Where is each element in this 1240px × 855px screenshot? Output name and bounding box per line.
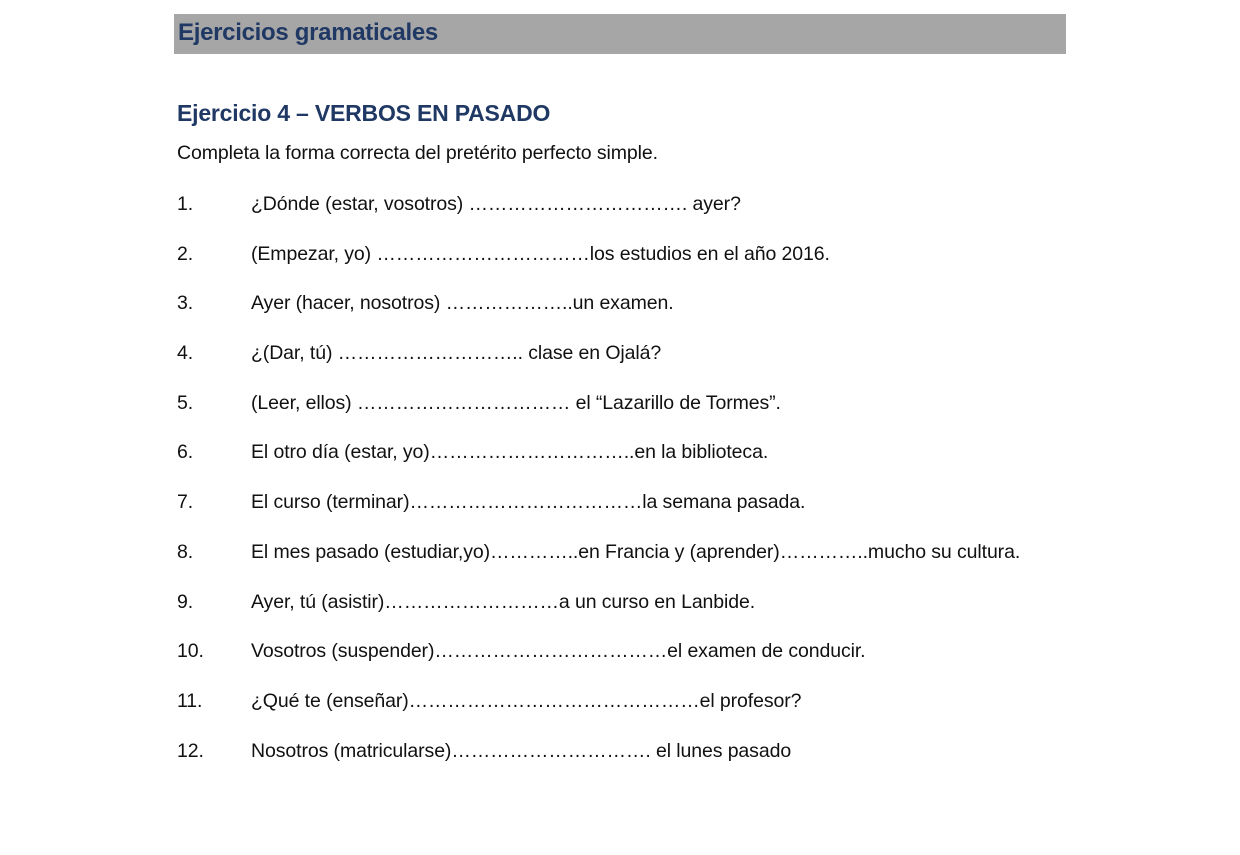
item-text: ¿(Dar, tú) ……………………….. clase en Ojalá?: [251, 342, 662, 365]
item-text: El curso (terminar)………………………………la semana pasada.: [251, 491, 806, 514]
exercise-list: [177, 188, 1057, 784]
item-text: Vosotros (suspender)………………………………el examen de conducir.: [251, 640, 866, 663]
item-number: 10.: [177, 640, 204, 663]
item-text: Nosotros (matricularse)…………………………. el lunes pasado: [251, 739, 792, 762]
item-text: (Leer, ellos) …………………………… el “Lazarillo de Tormes”.: [251, 391, 781, 414]
exercise-item: [177, 536, 1057, 569]
item-number: 8.: [177, 540, 194, 563]
exercise-item: [177, 188, 1057, 221]
exercise-item: [177, 287, 1057, 320]
item-number: 12.: [177, 739, 204, 762]
item-number: 9.: [177, 590, 194, 613]
item-number: 4.: [177, 342, 194, 365]
item-number: 6.: [177, 441, 194, 464]
item-number: 3.: [177, 292, 194, 315]
exercise-item: [177, 685, 1057, 718]
exercise-item: [177, 337, 1057, 370]
exercise-item: [177, 387, 1057, 420]
item-number: 1.: [177, 193, 194, 215]
item-text: ¿Qué te (enseñar)………………………………………el profesor?: [251, 689, 802, 712]
exercise-item: [177, 238, 1057, 271]
item-text: El mes pasado (estudiar,yo)…………..en Francia y (aprender)…………..mucho su cultura.: [251, 540, 1021, 563]
exercise-item: [177, 436, 1057, 469]
exercise-title: Ejercicio 4 – VERBOS EN PASADO: [177, 100, 551, 126]
item-text: El otro día (estar, yo)…………………………..en la biblioteca.: [251, 441, 769, 464]
exercise-item: [177, 735, 1057, 768]
item-number: 11.: [177, 689, 203, 712]
section-header-bar: [174, 14, 1066, 54]
exercise-item: [177, 635, 1057, 668]
item-text: ¿Dónde (estar, vosotros) ……………………………. ayer?: [251, 193, 741, 215]
item-text: Ayer (hacer, nosotros) ………………..un examen.: [251, 292, 674, 315]
exercise-item: [177, 486, 1057, 519]
item-number: 7.: [177, 491, 194, 514]
item-text: Ayer, tú (asistir)………………………a un curso en Lanbide.: [251, 590, 756, 613]
item-text: (Empezar, yo) ……………………………los estudios en el año 2016.: [251, 242, 830, 265]
exercise-instructions: Completa la forma correcta del pretérito perfecto simple.: [177, 142, 658, 164]
exercise-item: [177, 586, 1057, 619]
section-title: Ejercicios gramaticales: [178, 19, 438, 46]
item-number: 5.: [177, 391, 194, 414]
item-number: 2.: [177, 242, 194, 265]
